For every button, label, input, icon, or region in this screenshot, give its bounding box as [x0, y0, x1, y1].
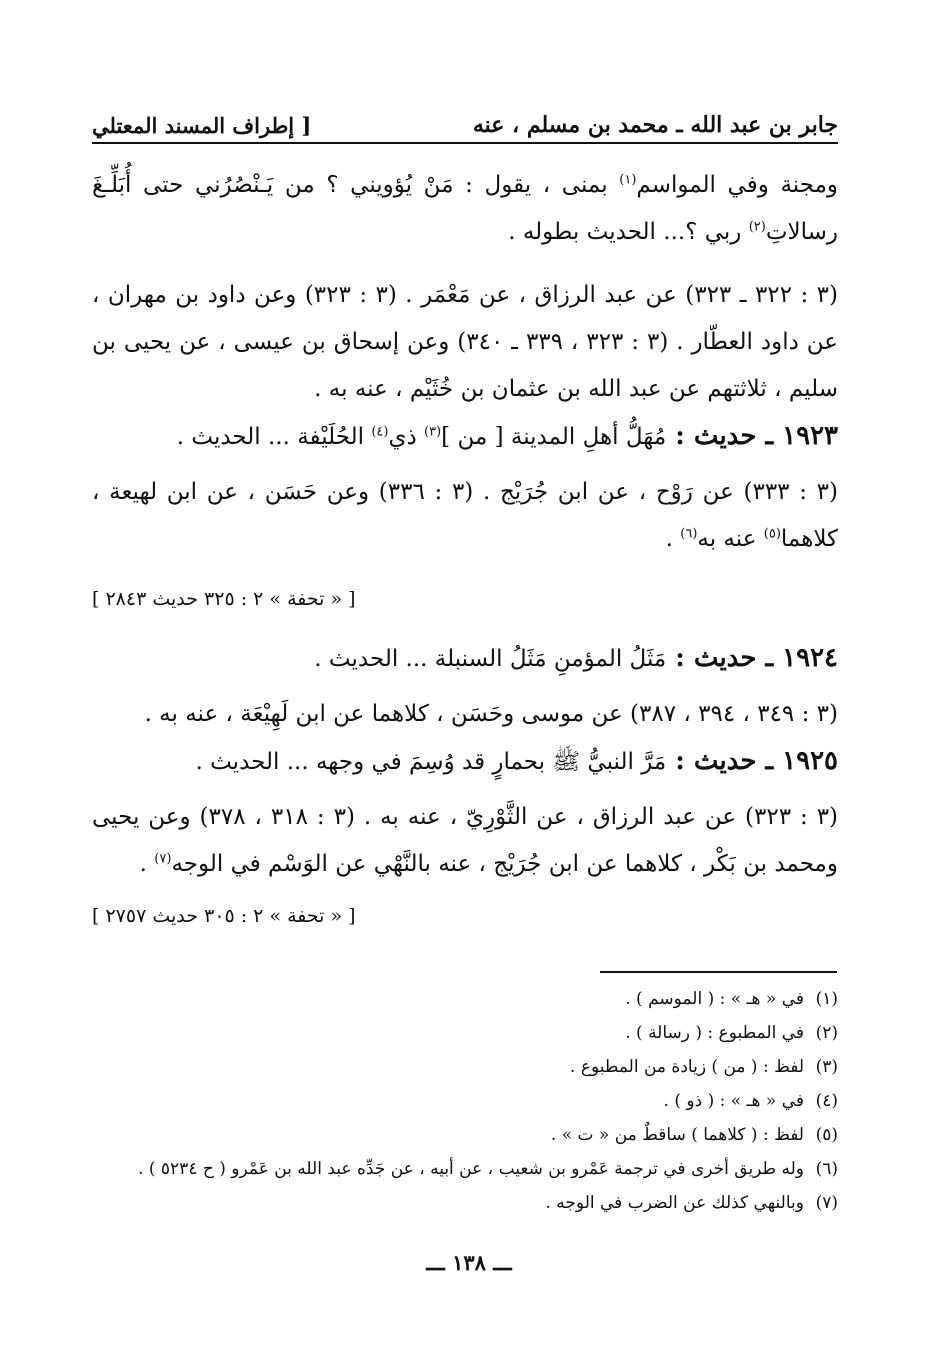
footnote-item — [92, 982, 838, 1016]
footnotes — [92, 982, 838, 1220]
footnote-text: لفظ : ( كلاهما ) ساقطٌ من « ت » . — [550, 1125, 804, 1145]
footnote-ref: (٧) — [154, 851, 172, 867]
footnote-item — [92, 1016, 838, 1050]
footnote-text: وبالنهي كذلك عن الضرب في الوجه . — [545, 1193, 804, 1213]
footnote-mark: (٥) — [815, 1125, 838, 1145]
paragraph-isnad-1922: (٣ : ٣٢٢ ـ ٣٢٣) عن عبد الرزاق ، عن مَعْمَر . (٣ : ٣٢٣) وعن داود بن مهران ، عن داود العطّار . (٣ : ٣٢٣ ، ٣٣٩ ـ ٣٤٠) وعن إسحاق بن عيسى ، عن يحيى بن سليم ، ثلاثتهم عن عبد الله بن عثمان بن خُثَيْم ، عنه به . — [92, 282, 838, 402]
text-run: عنه به — [697, 526, 764, 552]
footnote-ref: (٥) — [763, 526, 781, 542]
footnote-mark: (١) — [815, 989, 838, 1009]
footnote-ref: (٦) — [680, 526, 698, 542]
text-run: مُهَلُّ أهلِ المدينة [ من ] — [441, 424, 667, 450]
text-run: بمنى ، يقول : مَنْ يُؤويني ؟ من يَـنْصُرُني حتى أُبَلِّـغَ رسالاتِ — [92, 172, 838, 245]
text-run: (٣ : ٣٢٣) عن عبد الرزاق ، عن الثَّوْرِيّ ، عنه به . (٣ : ٣١٨ ، ٣٧٨) وعن يحيى ومحمد بن بَكْر ، كلاهما عن ابن جُرَيْج ، عنه بالنَّهْي عن الوَسْم في الوجه — [92, 804, 839, 877]
footnote-ref: (٤) — [371, 424, 389, 440]
footnote-item — [92, 1152, 838, 1186]
footnote-text: في « هـ » : ( الموسم ) . — [625, 989, 804, 1009]
main-text — [92, 162, 838, 936]
hadith-number: ١٩٢٤ — [782, 643, 838, 673]
footnote-text: لفظ : ( من ) زيادة من المطبوع . — [570, 1057, 804, 1077]
header-chapter-title: جابر بن عبد الله ـ محمد بن مسلم ، عنه — [472, 112, 838, 138]
paragraph-intro — [92, 162, 838, 256]
footnote-mark: (٤) — [815, 1091, 838, 1111]
hadith-number: ١٩٢٥ — [782, 746, 838, 776]
footnote-mark: (٢) — [815, 1023, 838, 1043]
text-run: (٣ : ٣٣٣) عن رَوْح ، عن ابن جُرَيْج . (٣ : ٣٣٦) وعن حَسَن ، عن ابن لهيعة ، كلاهما — [92, 479, 839, 552]
text-run: مَثَلُ المؤمنِ مَثَلُ السنبلة ... الحديث . — [314, 646, 667, 672]
footnote-mark: (٦) — [815, 1159, 838, 1179]
text-run: . — [665, 526, 681, 552]
text-run: ربي ؟... الحديث بطوله . — [508, 219, 749, 245]
footnote-item — [92, 1084, 838, 1118]
footnote-ref: (٣) — [424, 424, 442, 440]
footnote-text: في المطبوع : ( رسالة ) . — [625, 1023, 804, 1043]
header-divider — [92, 142, 838, 144]
text-run: مَرَّ النبيُّ ﷺ بحمارٍ قد وُسِمَ في وجهه ... الحديث . — [195, 749, 667, 775]
header-book-title: [ إطراف المسند المعتلي — [92, 113, 312, 138]
tuhfa-reference: [ « تحفة » ٢ : ٣٠٥ حديث ٢٧٥٧ ] — [92, 905, 356, 927]
footnote-text: في « هـ » : ( ذو ) . — [663, 1091, 804, 1111]
text-run: الحُلَيْفة ... الحديث . — [176, 424, 372, 450]
page-number: ـــ ١٣٨ ـــ — [426, 1250, 512, 1275]
hadith-number: ١٩٢٣ — [782, 421, 838, 451]
text-run: . — [139, 851, 155, 877]
footnote-text: وله طريق أخرى في ترجمة عَمْرو بن شعيب ، عن أبيه ، عن جَدِّه عبد الله بن عَمْرو ( ح ٥٢٣٤ ) . — [138, 1159, 804, 1179]
paragraph-isnad-1925 — [92, 794, 838, 888]
paragraph-isnad-1923 — [92, 469, 838, 563]
text-run: ومجنة وفي المواسم — [636, 172, 838, 198]
footnote-item — [92, 1118, 838, 1152]
hadith-1923-heading — [92, 413, 838, 461]
tuhfa-reference: [ « تحفة » ٢ : ٣٢٥ حديث ٢٨٤٣ ] — [92, 588, 356, 610]
footnote-mark: (٧) — [815, 1193, 838, 1213]
footnote-mark: (٣) — [815, 1057, 838, 1077]
footnote-divider — [600, 971, 837, 973]
hadith-label: ـ حديث : — [666, 643, 783, 673]
paragraph-isnad-1924: (٣ : ٣٤٩ ، ٣٩٤ ، ٣٨٧) عن موسى وحَسَن ، كلاهما عن ابن لَهِيْعَة ، عنه به . — [144, 701, 838, 727]
footnote-item — [92, 1186, 838, 1220]
running-header — [92, 98, 838, 138]
hadith-label: ـ حديث : — [666, 746, 783, 776]
hadith-label: ـ حديث : — [666, 421, 783, 451]
footnote-item — [92, 1050, 838, 1084]
footnote-ref: (٢) — [748, 219, 766, 235]
hadith-1925-heading — [92, 738, 838, 786]
text-run: ذي — [388, 424, 425, 450]
hadith-1924-heading — [92, 635, 838, 683]
footnote-ref: (١) — [619, 172, 637, 188]
